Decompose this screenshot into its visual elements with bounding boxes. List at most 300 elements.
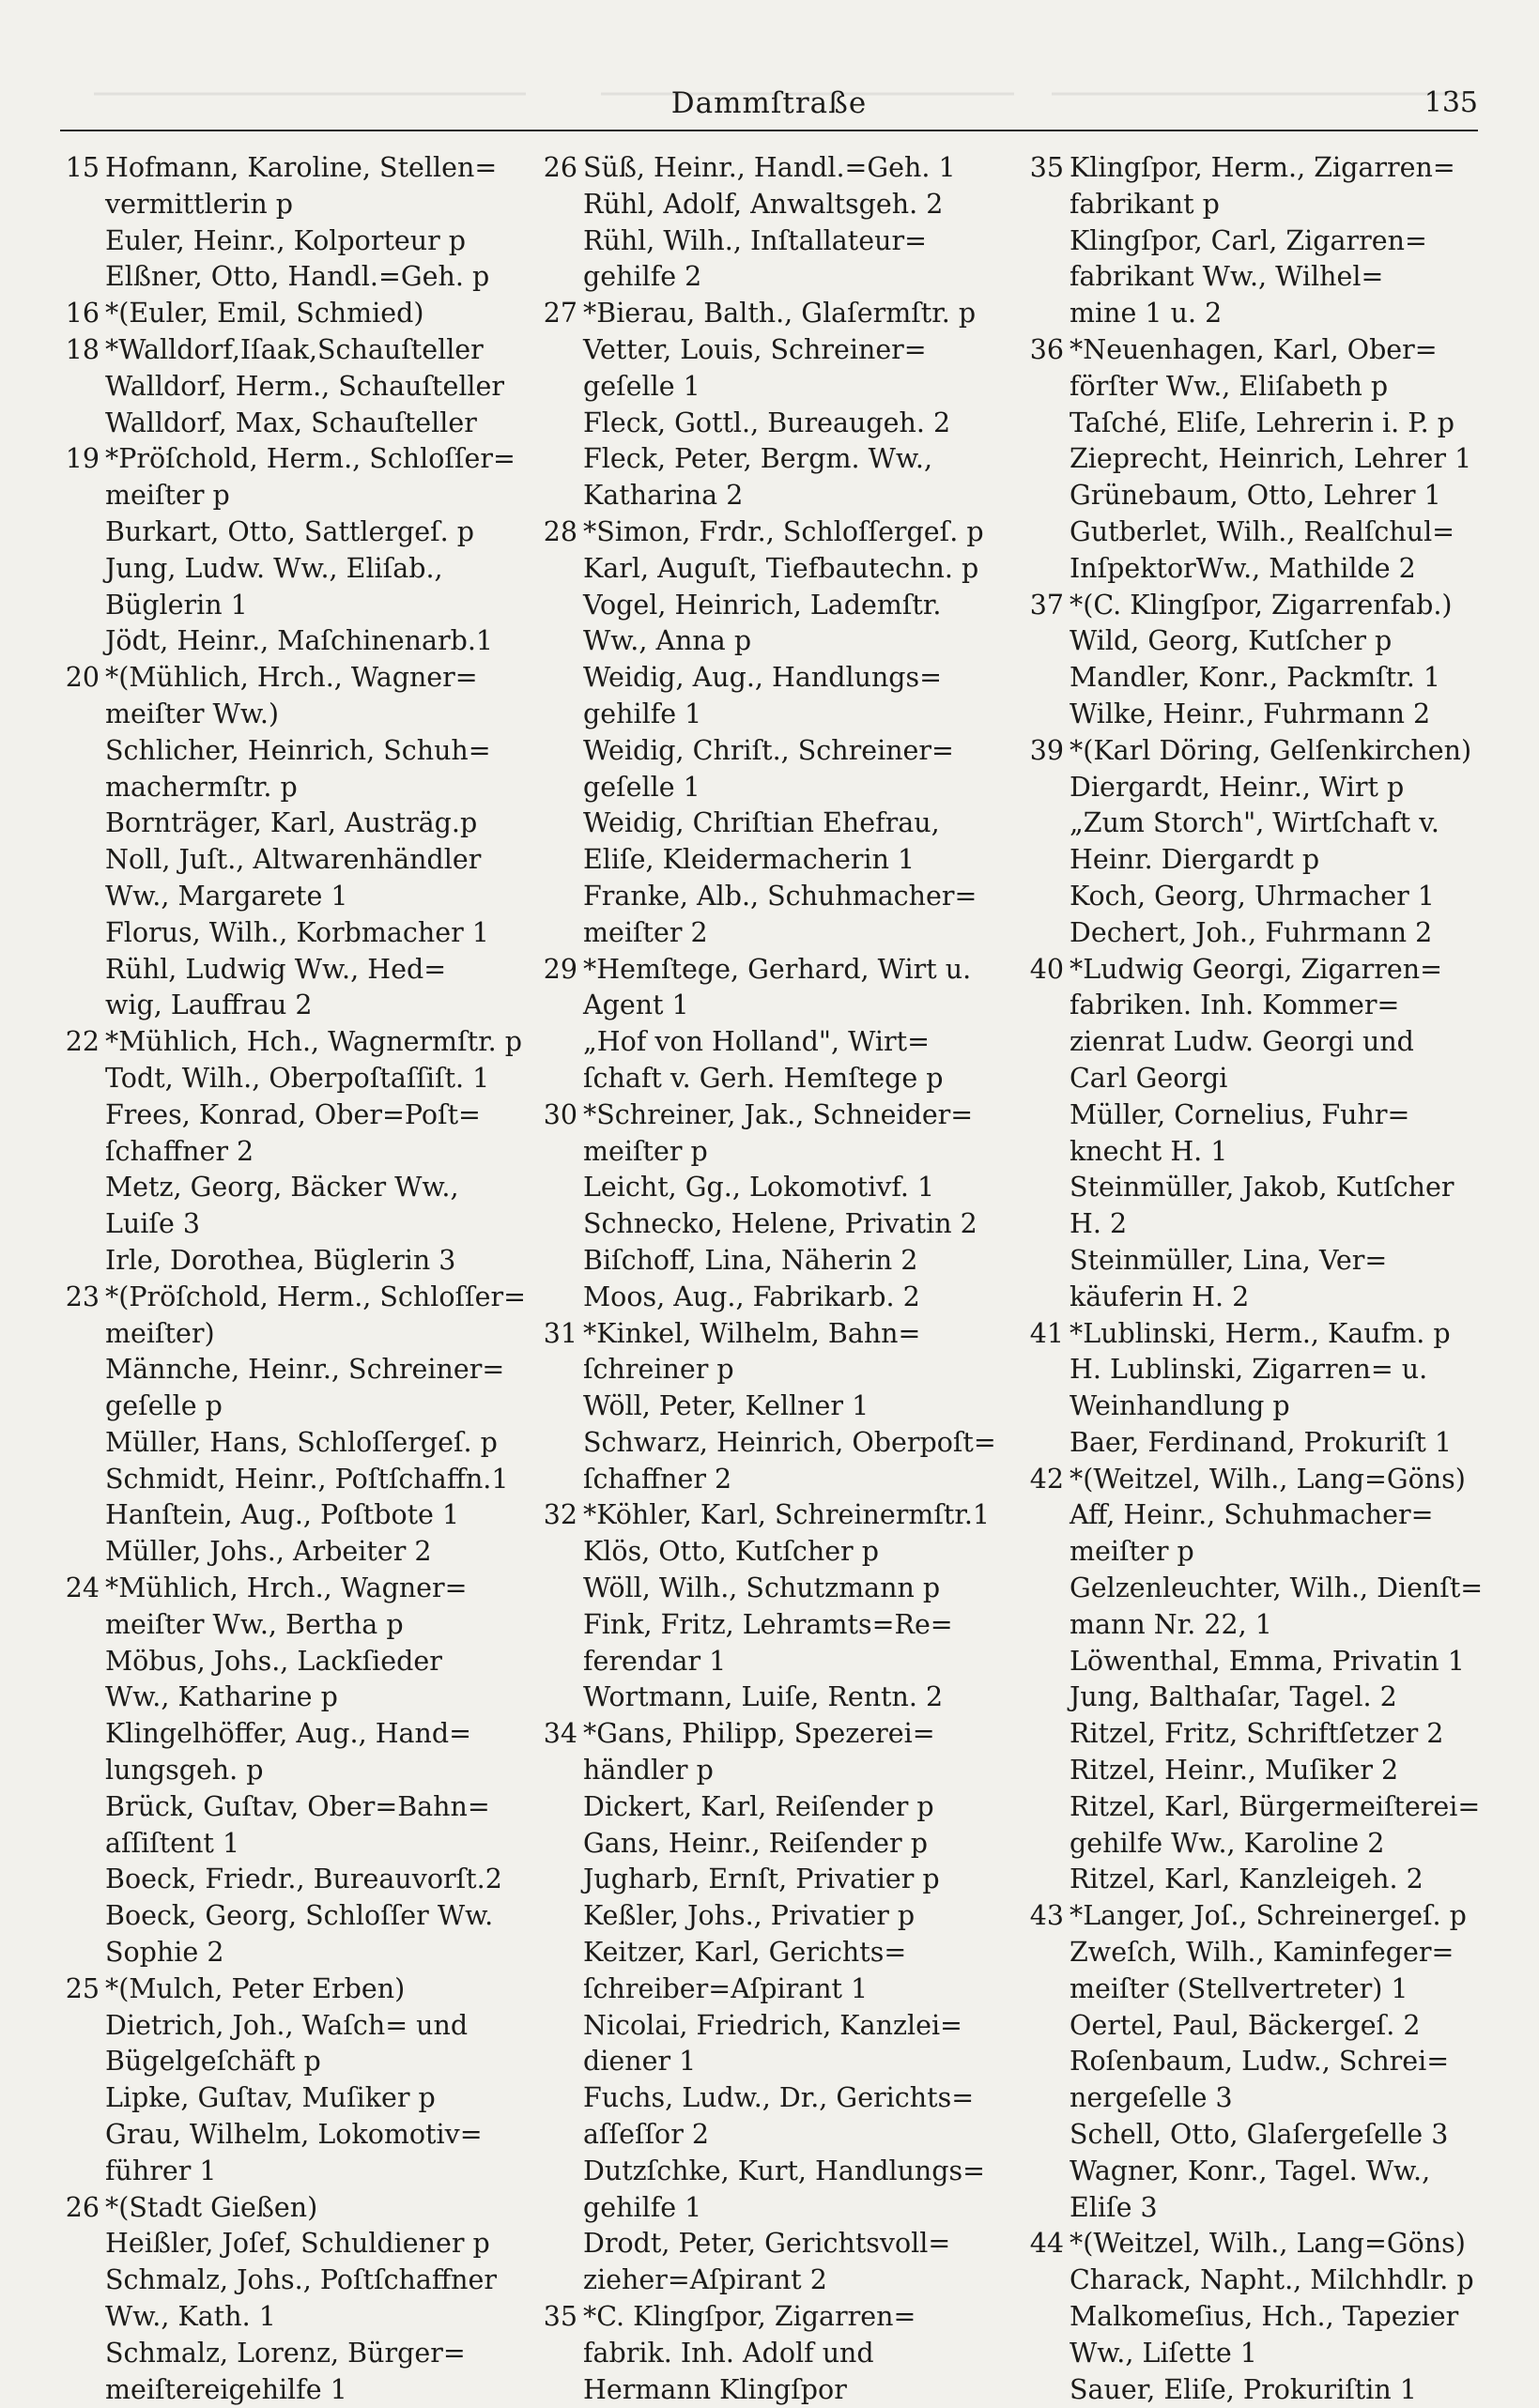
resident-entry-text: *(Mühlich, Hrch., Wagner= xyxy=(105,662,478,694)
resident-entry-text: käuferin H. 2 xyxy=(1070,1281,1250,1312)
resident-entry-text: meiſter) xyxy=(105,1317,215,1349)
directory-line xyxy=(43,1753,511,1789)
resident-entry-text: *Mühlich, Hch., Wagnermſtr. p xyxy=(105,1026,522,1058)
resident-entry-text: Schlicher, Heinrich, Schuh= xyxy=(105,734,491,766)
directory-line xyxy=(43,1935,511,1971)
directory-line xyxy=(1008,1206,1496,1243)
directory-line xyxy=(43,1206,511,1243)
directory-line xyxy=(521,259,995,296)
directory-line xyxy=(1008,551,1496,588)
resident-entry-text: Gans, Heinr., Reiſender p xyxy=(583,1827,928,1859)
resident-entry-text: Müller, Cornelius, Fuhr= xyxy=(1070,1098,1410,1130)
resident-entry-text: Ritzel, Heinr., Muſiker 2 xyxy=(1070,1755,1399,1787)
resident-entry-text: Müller, Johs., Arbeiter 2 xyxy=(105,1536,432,1568)
resident-entry-text: Weidig, Chriſtian Ehefrau, xyxy=(583,807,940,839)
directory-line xyxy=(521,1061,995,1097)
resident-entry-text: machermſtr. p xyxy=(105,771,298,803)
resident-entry-text: Wilke, Heinr., Fuhrmann 2 xyxy=(1070,698,1431,729)
directory-line xyxy=(521,1024,995,1061)
resident-entry-text: Zweſch, Wilh., Kaminfeger= xyxy=(1070,1937,1454,1969)
directory-line xyxy=(521,1497,995,1534)
resident-entry-text: Gelzenleuchter, Wilh., Dienſt= xyxy=(1070,1572,1484,1604)
directory-line xyxy=(521,2226,995,2262)
resident-entry-text: Nicolai, Friedrich, Kanzlei= xyxy=(583,2009,962,2041)
directory-line xyxy=(521,842,995,879)
resident-entry-text: Dietrich, Joh., Waſch= und xyxy=(105,2009,469,2041)
directory-line xyxy=(521,805,995,842)
resident-entry-text: meiſtereigehilfe 1 xyxy=(105,2373,347,2405)
resident-entry-text: Schell, Otto, Glaſergeſelle 3 xyxy=(1070,2119,1449,2151)
directory-line xyxy=(521,1134,995,1171)
directory-line xyxy=(521,2336,995,2372)
directory-line xyxy=(1008,1024,1496,1061)
directory-line xyxy=(43,2372,511,2408)
resident-entry-text: meiſter 2 xyxy=(583,916,708,948)
house-number: 19 xyxy=(65,443,100,475)
directory-line xyxy=(43,1024,522,1061)
directory-line xyxy=(521,1425,995,1462)
resident-entry-text: Carl Georgi xyxy=(1070,1062,1228,1094)
directory-line xyxy=(1008,332,1496,369)
directory-line xyxy=(1008,1243,1496,1280)
directory-line xyxy=(43,187,511,223)
directory-line xyxy=(43,842,511,879)
directory-line xyxy=(521,1352,995,1388)
resident-entry-text: Grau, Wilhelm, Lokomotiv= xyxy=(105,2119,483,2151)
resident-entry-text: Sophie 2 xyxy=(105,1937,224,1969)
directory-line xyxy=(521,988,995,1024)
resident-entry-text: meiſter Ww.) xyxy=(105,698,280,729)
resident-entry-text: Eliſe 3 xyxy=(1070,2191,1158,2223)
resident-entry-text: Ritzel, Karl, Kanzleigeh. 2 xyxy=(1070,1864,1424,1895)
house-number: 40 xyxy=(1029,953,1064,985)
resident-entry-text: Burkart, Otto, Sattlergeſ. p xyxy=(105,515,474,547)
directory-line xyxy=(1008,915,1496,952)
resident-entry-text: Ritzel, Fritz, Schriftſetzer 2 xyxy=(1070,1718,1444,1750)
resident-entry-text: Hanſtein, Aug., Poſtbote 1 xyxy=(105,1499,460,1531)
resident-entry-text: Zieprecht, Heinrich, Lehrer 1 xyxy=(1070,443,1472,475)
directory-line xyxy=(521,551,995,588)
directory-line xyxy=(43,623,511,660)
directory-line xyxy=(1008,623,1496,660)
resident-entry-text: Keßler, Johs., Privatier p xyxy=(583,1900,916,1932)
directory-line xyxy=(1008,1316,1496,1353)
resident-entry-text: Baer, Ferdinand, Prokuriſt 1 xyxy=(1070,1426,1453,1458)
directory-line xyxy=(521,1679,995,1716)
resident-entry-text: nergeſelle 3 xyxy=(1070,2082,1233,2114)
resident-entry-text: Todt, Wilh., Oberpoſtaſſiſt. 1 xyxy=(105,1062,490,1094)
house-number: 15 xyxy=(65,152,100,183)
house-number: 37 xyxy=(1029,589,1064,621)
resident-entry-text: Sauer, Eliſe, Prokuriſtin 1 xyxy=(1070,2373,1417,2405)
directory-line xyxy=(43,1607,511,1644)
resident-entry-text: Schmalz, Lorenz, Bürger= xyxy=(105,2337,466,2369)
resident-entry-text: Ritzel, Karl, Bürgermeiſterei= xyxy=(1070,1790,1481,1822)
directory-line xyxy=(521,952,995,989)
directory-line xyxy=(1008,1644,1496,1680)
resident-entry-text: gehilfe 1 xyxy=(583,2191,702,2223)
directory-line xyxy=(43,1280,526,1316)
house-number: 29 xyxy=(543,953,577,985)
resident-entry-text: ferendar 1 xyxy=(583,1645,727,1677)
directory-line xyxy=(521,514,995,551)
directory-line xyxy=(1008,2080,1496,2117)
directory-line xyxy=(521,332,995,369)
directory-line xyxy=(1008,1061,1496,1097)
resident-entry-text: „Hof von Holland", Wirt= xyxy=(583,1026,930,1058)
resident-entry-text: *(C. Klingſpor, Zigarrenfab.) xyxy=(1070,589,1453,621)
resident-entry-text: Keitzer, Karl, Gerichts= xyxy=(583,1937,907,1969)
resident-entry-text: mann Nr. 22, 1 xyxy=(1070,1608,1272,1640)
directory-line xyxy=(43,2008,511,2045)
directory-line xyxy=(43,1571,511,1607)
directory-line xyxy=(521,1097,995,1134)
resident-entry-text: Luiſe 3 xyxy=(105,1208,201,1240)
directory-line xyxy=(521,1935,995,1971)
resident-entry-text: ſchreiber=Aſpirant 1 xyxy=(583,1972,869,2004)
house-number: 35 xyxy=(1029,152,1064,183)
resident-entry-text: Klös, Otto, Kutſcher p xyxy=(583,1536,879,1568)
resident-entry-text: wig, Lauffrau 2 xyxy=(105,989,313,1021)
directory-line xyxy=(521,915,995,952)
directory-line xyxy=(43,1679,511,1716)
directory-line xyxy=(43,150,511,187)
running-title: Dammſtraße xyxy=(670,86,868,120)
resident-entry-text: Gutberlet, Wilh., Realſchul= xyxy=(1070,515,1455,547)
directory-line xyxy=(1008,1753,1496,1789)
directory-line xyxy=(1008,1170,1496,1206)
directory-line xyxy=(43,478,511,514)
directory-line xyxy=(521,1789,995,1826)
directory-line xyxy=(521,1280,995,1316)
directory-line xyxy=(521,223,995,260)
directory-line xyxy=(521,1388,995,1425)
directory-line xyxy=(43,1644,511,1680)
directory-line xyxy=(521,2008,995,2045)
directory-line xyxy=(43,1243,511,1280)
house-number: 36 xyxy=(1029,333,1064,365)
resident-entry-text: Moos, Aug., Fabrikarb. 2 xyxy=(583,1281,920,1312)
resident-entry-text: Karl, Auguſt, Tiefbautechn. p xyxy=(583,552,979,584)
house-number: 22 xyxy=(65,1026,100,1058)
directory-line xyxy=(1008,879,1496,915)
house-number: 20 xyxy=(65,662,100,694)
resident-entry-text: Müller, Hans, Schloſſergeſ. p xyxy=(105,1426,498,1458)
resident-entry-text: Ww., Liſette 1 xyxy=(1070,2337,1257,2369)
resident-entry-text: Vogel, Heinrich, Lademſtr. xyxy=(583,589,942,621)
house-number: 28 xyxy=(543,515,577,547)
resident-entry-text: Weinhandlung p xyxy=(1070,1390,1290,1422)
directory-line xyxy=(1008,1388,1496,1425)
directory-column-1 xyxy=(43,150,526,2408)
directory-line xyxy=(1008,441,1496,478)
directory-line xyxy=(1008,1280,1496,1316)
resident-entry-text: Franke, Alb., Schuhmacher= xyxy=(583,880,977,912)
resident-entry-text: „Zum Storch", Wirtſchaft v. xyxy=(1070,807,1439,839)
directory-line xyxy=(1008,1134,1496,1171)
resident-entry-text: zieher=Aſpirant 2 xyxy=(583,2264,827,2296)
resident-entry-text: Jödt, Heinr., Maſchinenarb.1 xyxy=(105,625,494,657)
house-number: 39 xyxy=(1029,734,1064,766)
directory-line xyxy=(43,805,511,842)
directory-line xyxy=(43,332,511,369)
directory-line xyxy=(43,1971,511,2008)
resident-entry-text: zienrat Ludw. Georgi und xyxy=(1070,1026,1414,1058)
resident-entry-text: Bügelgeſchäft p xyxy=(105,2046,321,2078)
directory-line xyxy=(43,1170,511,1206)
resident-entry-text: geſelle p xyxy=(105,1390,223,1422)
directory-line xyxy=(43,1061,511,1097)
directory-line xyxy=(521,2080,995,2117)
directory-line xyxy=(521,1716,995,1753)
directory-line xyxy=(43,296,511,332)
directory-line xyxy=(43,2117,511,2154)
resident-entry-text: Eliſe, Kleidermacherin 1 xyxy=(583,844,916,876)
directory-line xyxy=(521,1462,995,1498)
resident-entry-text: Wild, Georg, Kutſcher p xyxy=(1070,625,1393,657)
resident-entry-text: Wortmann, Luiſe, Rentn. 2 xyxy=(583,1681,944,1713)
directory-line xyxy=(1008,1097,1496,1134)
resident-entry-text: meiſter (Stellvertreter) 1 xyxy=(1070,1972,1408,2004)
directory-line xyxy=(1008,952,1496,989)
directory-line xyxy=(43,1316,511,1353)
resident-entry-text: Möbus, Johs., Lackſieder xyxy=(105,1645,442,1677)
resident-entry-text: Weidig, Aug., Handlungs= xyxy=(583,662,943,694)
resident-entry-text: Metz, Georg, Bäcker Ww., xyxy=(105,1172,459,1204)
directory-line xyxy=(1008,2044,1496,2080)
resident-entry-text: *Walldorf,Iſaak,Schauſteller xyxy=(105,333,484,365)
resident-entry-text: Löwenthal, Emma, Privatin 1 xyxy=(1070,1645,1465,1677)
directory-line xyxy=(521,441,995,478)
directory-line xyxy=(1008,2372,1496,2408)
directory-line xyxy=(521,406,995,442)
directory-line xyxy=(521,1644,995,1680)
resident-entry-text: mine 1 u. 2 xyxy=(1070,298,1223,330)
page-number: 135 xyxy=(1424,86,1478,119)
directory-line xyxy=(521,660,995,697)
resident-entry-text: Frees, Konrad, Ober=Poſt= xyxy=(105,1098,481,1130)
directory-line xyxy=(1008,2154,1496,2190)
directory-line xyxy=(1008,842,1496,879)
directory-line xyxy=(43,2226,511,2262)
resident-entry-text: *Köhler, Karl, Schreinermſtr.1 xyxy=(583,1499,991,1531)
directory-line xyxy=(521,588,995,624)
resident-entry-text: Taſché, Eliſe, Lehrerin i. P. p xyxy=(1070,406,1454,438)
directory-line xyxy=(1008,2008,1496,2045)
resident-entry-text: fabriken. Inh. Kommer= xyxy=(1070,989,1400,1021)
resident-entry-text: Steinmüller, Jakob, Kutſcher xyxy=(1070,1172,1454,1204)
resident-entry-text: InſpektorWw., Mathilde 2 xyxy=(1070,552,1416,584)
resident-entry-text: *Mühlich, Hrch., Wagner= xyxy=(105,1572,468,1604)
resident-entry-text: Ww., Anna p xyxy=(583,625,752,657)
directory-line xyxy=(43,2336,511,2372)
directory-line xyxy=(1008,1862,1496,1898)
directory-line xyxy=(43,660,511,697)
resident-entry-text: Grünebaum, Otto, Lehrer 1 xyxy=(1070,480,1441,512)
resident-entry-text: ſchaffner 2 xyxy=(105,1135,254,1167)
directory-line xyxy=(521,187,995,223)
directory-line xyxy=(521,2117,995,2154)
resident-entry-text: fabrik. Inh. Adolf und xyxy=(583,2337,874,2369)
directory-line xyxy=(521,623,995,660)
directory-column-3 xyxy=(1008,150,1496,2408)
resident-entry-text: ſchaft v. Gerh. Hemſtege p xyxy=(583,1062,944,1094)
resident-entry-text: *(Weitzel, Wilh., Lang=Göns) xyxy=(1070,2228,1466,2260)
directory-line xyxy=(1008,1971,1496,2008)
resident-entry-text: Ww., Katharine p xyxy=(105,1681,338,1713)
resident-entry-text: Dickert, Karl, Reiſender p xyxy=(583,1790,934,1822)
directory-line xyxy=(1008,1789,1496,1826)
resident-entry-text: Agent 1 xyxy=(583,989,689,1021)
directory-line xyxy=(1008,1534,1496,1571)
resident-entry-text: meiſter Ww., Bertha p xyxy=(105,1608,404,1640)
resident-entry-text: *Langer, Joſ., Schreinergeſ. p xyxy=(1070,1900,1467,1932)
directory-line xyxy=(43,1862,511,1898)
resident-entry-text: Oertel, Paul, Bäckergeſ. 2 xyxy=(1070,2009,1421,2041)
directory-line xyxy=(43,369,511,406)
resident-entry-text: führer 1 xyxy=(105,2155,217,2186)
directory-line xyxy=(1008,1679,1496,1716)
directory-line xyxy=(43,2262,511,2299)
directory-line xyxy=(521,1243,995,1280)
resident-entry-text: Boeck, Georg, Schloſſer Ww. xyxy=(105,1900,494,1932)
resident-entry-text: Wöll, Wilh., Schutzmann p xyxy=(583,1572,941,1604)
resident-entry-text: *(Stadt Gießen) xyxy=(105,2191,318,2223)
resident-entry-text: H. 2 xyxy=(1070,1208,1128,1240)
house-number: 30 xyxy=(543,1098,577,1130)
resident-entry-text: Diergardt, Heinr., Wirt p xyxy=(1070,771,1405,803)
directory-line xyxy=(43,2044,511,2080)
directory-line xyxy=(1008,1935,1496,1971)
resident-entry-text: *Kinkel, Wilhelm, Bahn= xyxy=(583,1317,921,1349)
directory-line xyxy=(521,1862,995,1898)
house-number: 27 xyxy=(543,298,577,330)
resident-entry-text: Ww., Kath. 1 xyxy=(105,2301,276,2333)
resident-entry-text: Fuchs, Ludw., Dr., Gerichts= xyxy=(583,2082,975,2114)
directory-line xyxy=(1008,369,1496,406)
resident-entry-text: ſchreiner p xyxy=(583,1354,734,1386)
house-number: 26 xyxy=(543,152,577,183)
directory-line xyxy=(43,406,511,442)
resident-entry-text: Jugharb, Ernſt, Privatier p xyxy=(583,1864,940,1895)
resident-entry-text: Brück, Guſtav, Ober=Bahn= xyxy=(105,1790,490,1822)
resident-entry-text: Vetter, Louis, Schreiner= xyxy=(583,333,927,365)
resident-entry-text: Florus, Wilh., Korbmacher 1 xyxy=(105,916,489,948)
directory-line xyxy=(43,1352,511,1388)
house-number: 31 xyxy=(543,1317,577,1349)
resident-entry-text: *Bierau, Balth., Glaſermſtr. p xyxy=(583,298,977,330)
resident-entry-text: *(Pröſchold, Herm., Schloſſer= xyxy=(105,1281,526,1312)
resident-entry-text: Roſenbaum, Ludw., Schrei= xyxy=(1070,2046,1450,2078)
resident-entry-text: Walldorf, Herm., Schauſteller xyxy=(105,370,505,402)
directory-line xyxy=(521,1316,995,1353)
directory-line xyxy=(1008,588,1496,624)
resident-entry-text: Heinr. Diergardt p xyxy=(1070,844,1320,876)
resident-entry-text: Schnecko, Helene, Privatin 2 xyxy=(583,1208,977,1240)
directory-line xyxy=(521,879,995,915)
directory-line xyxy=(43,1388,511,1425)
resident-entry-text: meiſter p xyxy=(105,480,230,512)
house-number: 43 xyxy=(1029,1900,1064,1932)
resident-entry-text: förſter Ww., Eliſabeth p xyxy=(1070,370,1389,402)
directory-line xyxy=(43,1826,511,1863)
directory-line xyxy=(43,1425,511,1462)
directory-line xyxy=(43,733,511,770)
directory-line xyxy=(1008,770,1496,806)
resident-entry-text: Klingſpor, Carl, Zigarren= xyxy=(1070,224,1427,256)
directory-line xyxy=(1008,150,1496,187)
resident-entry-text: Rühl, Wilh., Inſtallateur= xyxy=(583,224,927,256)
resident-entry-text: Charack, Napht., Milchhdlr. p xyxy=(1070,2264,1474,2296)
directory-line xyxy=(521,1826,995,1863)
house-number: 44 xyxy=(1029,2228,1064,2260)
resident-entry-text: *C. Klingſpor, Zigarren= xyxy=(583,2301,916,2333)
directory-line xyxy=(43,915,511,952)
directory-line xyxy=(43,1462,511,1498)
directory-line xyxy=(43,952,511,989)
house-number: 26 xyxy=(65,2191,100,2223)
directory-line xyxy=(1008,1898,1496,1935)
directory-line xyxy=(1008,697,1496,733)
directory-line xyxy=(521,697,995,733)
directory-line xyxy=(1008,478,1496,514)
directory-line xyxy=(1008,988,1496,1024)
directory-line xyxy=(1008,733,1496,770)
directory-line xyxy=(521,733,995,770)
house-number: 25 xyxy=(65,1972,100,2004)
resident-entry-text: knecht H. 1 xyxy=(1070,1135,1228,1167)
resident-entry-text: vermittlerin p xyxy=(105,188,294,220)
directory-line xyxy=(1008,2262,1496,2299)
directory-line xyxy=(43,223,511,260)
resident-entry-text: Katharina 2 xyxy=(583,480,744,512)
house-number: 34 xyxy=(543,1718,577,1750)
directory-line xyxy=(1008,1497,1496,1534)
resident-entry-text: diener 1 xyxy=(583,2046,697,2078)
directory-line xyxy=(1008,406,1496,442)
directory-line xyxy=(521,1206,995,1243)
resident-entry-text: *Simon, Frdr., Schloſſergeſ. p xyxy=(583,515,984,547)
resident-entry-text: *(Weitzel, Wilh., Lang=Göns) xyxy=(1070,1463,1466,1495)
directory-line xyxy=(521,770,995,806)
directory-line xyxy=(43,1497,511,1534)
resident-entry-text: Hofmann, Karoline, Stellen= xyxy=(105,152,498,183)
directory-line xyxy=(1008,514,1496,551)
resident-entry-text: Klingelhöffer, Aug., Hand= xyxy=(105,1718,472,1750)
directory-line xyxy=(1008,805,1496,842)
resident-entry-text: Biſchoff, Lina, Näherin 2 xyxy=(583,1244,918,1276)
resident-entry-text: *(Mulch, Peter Erben) xyxy=(105,1972,406,2004)
directory-line xyxy=(43,988,511,1024)
directory-line xyxy=(1008,259,1496,296)
directory-line xyxy=(43,1534,511,1571)
directory-line xyxy=(521,1753,995,1789)
directory-line xyxy=(1008,2117,1496,2154)
resident-entry-text: Büglerin 1 xyxy=(105,589,248,621)
directory-line xyxy=(521,1971,995,2008)
house-number: 16 xyxy=(65,298,100,330)
directory-line xyxy=(43,588,511,624)
directory-line xyxy=(521,1898,995,1935)
directory-line xyxy=(43,551,511,588)
house-number: 24 xyxy=(65,1572,100,1604)
resident-entry-text: Euler, Heinr., Kolporteur p xyxy=(105,224,467,256)
resident-entry-text: H. Lublinski, Zigarren= u. xyxy=(1070,1354,1428,1386)
directory-line xyxy=(521,2154,995,2190)
directory-line xyxy=(43,1898,511,1935)
resident-entry-text: Leicht, Gg., Lokomotivf. 1 xyxy=(583,1172,935,1204)
resident-entry-text: Süß, Heinr., Handl.=Geh. 1 xyxy=(583,152,956,183)
